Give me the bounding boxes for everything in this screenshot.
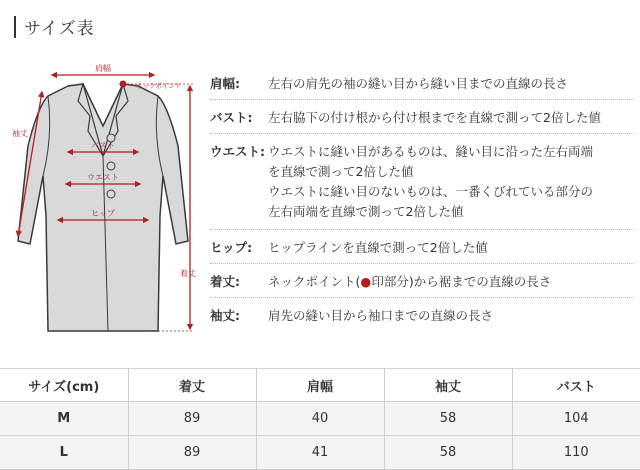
definition-text: 左右脇下の付け根から付け根までを直線で測って2倍した値: [268, 110, 601, 125]
size-label: M: [0, 402, 128, 436]
section-title: [14, 14, 95, 39]
table-cell: 40: [256, 402, 384, 436]
definition-label: ヒップ:: [210, 240, 253, 255]
definition-text: 肩先の縫い目から袖口までの直線の長さ: [268, 308, 494, 323]
header-shoulder: 肩幅: [256, 369, 384, 402]
definition-text: 左右の肩先の袖の縫い目から縫い目までの直線の長さ: [268, 76, 569, 91]
measurement-definitions: [210, 66, 634, 332]
size-label: L: [0, 436, 128, 470]
definition-text: ネックポイント(●印部分)から裾までの直線の長さ: [268, 274, 552, 289]
table-cell: 104: [512, 402, 640, 436]
neckpoint-dot-icon: ●: [360, 274, 372, 289]
definition-label: ウエスト:: [210, 144, 265, 159]
label-hip: ヒップ: [91, 209, 115, 218]
definition-row: [210, 134, 634, 230]
table-cell: 41: [256, 436, 384, 470]
definition-label: バスト:: [210, 110, 253, 125]
table-row: [0, 436, 640, 470]
definition-row: [210, 298, 634, 332]
label-length-text: 着丈: [180, 269, 196, 278]
table-cell: 58: [384, 402, 512, 436]
table-row: [0, 402, 640, 436]
label-length: [180, 268, 196, 278]
definition-text: ヒップラインを直線で測って2倍した値: [268, 240, 488, 255]
label-bust: バスト: [91, 141, 115, 150]
header-sleeve: 袖丈: [384, 369, 512, 402]
coat-measurement-diagram: [8, 56, 198, 346]
definition-row: [210, 100, 634, 134]
label-neckpoint: ネックポイント: [136, 82, 182, 90]
label-sleeve: 袖丈: [12, 129, 28, 138]
button-3: [107, 190, 115, 198]
definition-label: 袖丈:: [210, 308, 240, 323]
title-accent-bar: [14, 16, 16, 38]
definition-label: 肩幅:: [210, 76, 240, 91]
definition-row: [210, 66, 634, 100]
button-2: [107, 162, 115, 170]
definition-row: [210, 264, 634, 298]
size-table: [0, 368, 640, 470]
label-shoulder: 肩幅: [95, 64, 111, 73]
table-cell: 58: [384, 436, 512, 470]
header-size: サイズ(cm): [0, 369, 128, 402]
table-cell: 89: [128, 402, 256, 436]
header-length: 着丈: [128, 369, 256, 402]
definition-label: 着丈:: [210, 274, 240, 289]
definition-text: ウエストに縫い目があるものは、縫い目に沿った左右両端 を直線で測って2倍した値 ウエストに縫い目のないものは、一番くびれている部分の 左右両端を直線で測って2倍した値: [268, 144, 594, 219]
definition-row: [210, 230, 634, 264]
coat-shape: [18, 84, 188, 331]
table-cell: 110: [512, 436, 640, 470]
table-header-row: [0, 369, 640, 402]
label-waist: ウエスト: [87, 173, 119, 182]
page-title: サイズ表: [24, 19, 95, 39]
header-bust: バスト: [512, 369, 640, 402]
table-cell: 89: [128, 436, 256, 470]
